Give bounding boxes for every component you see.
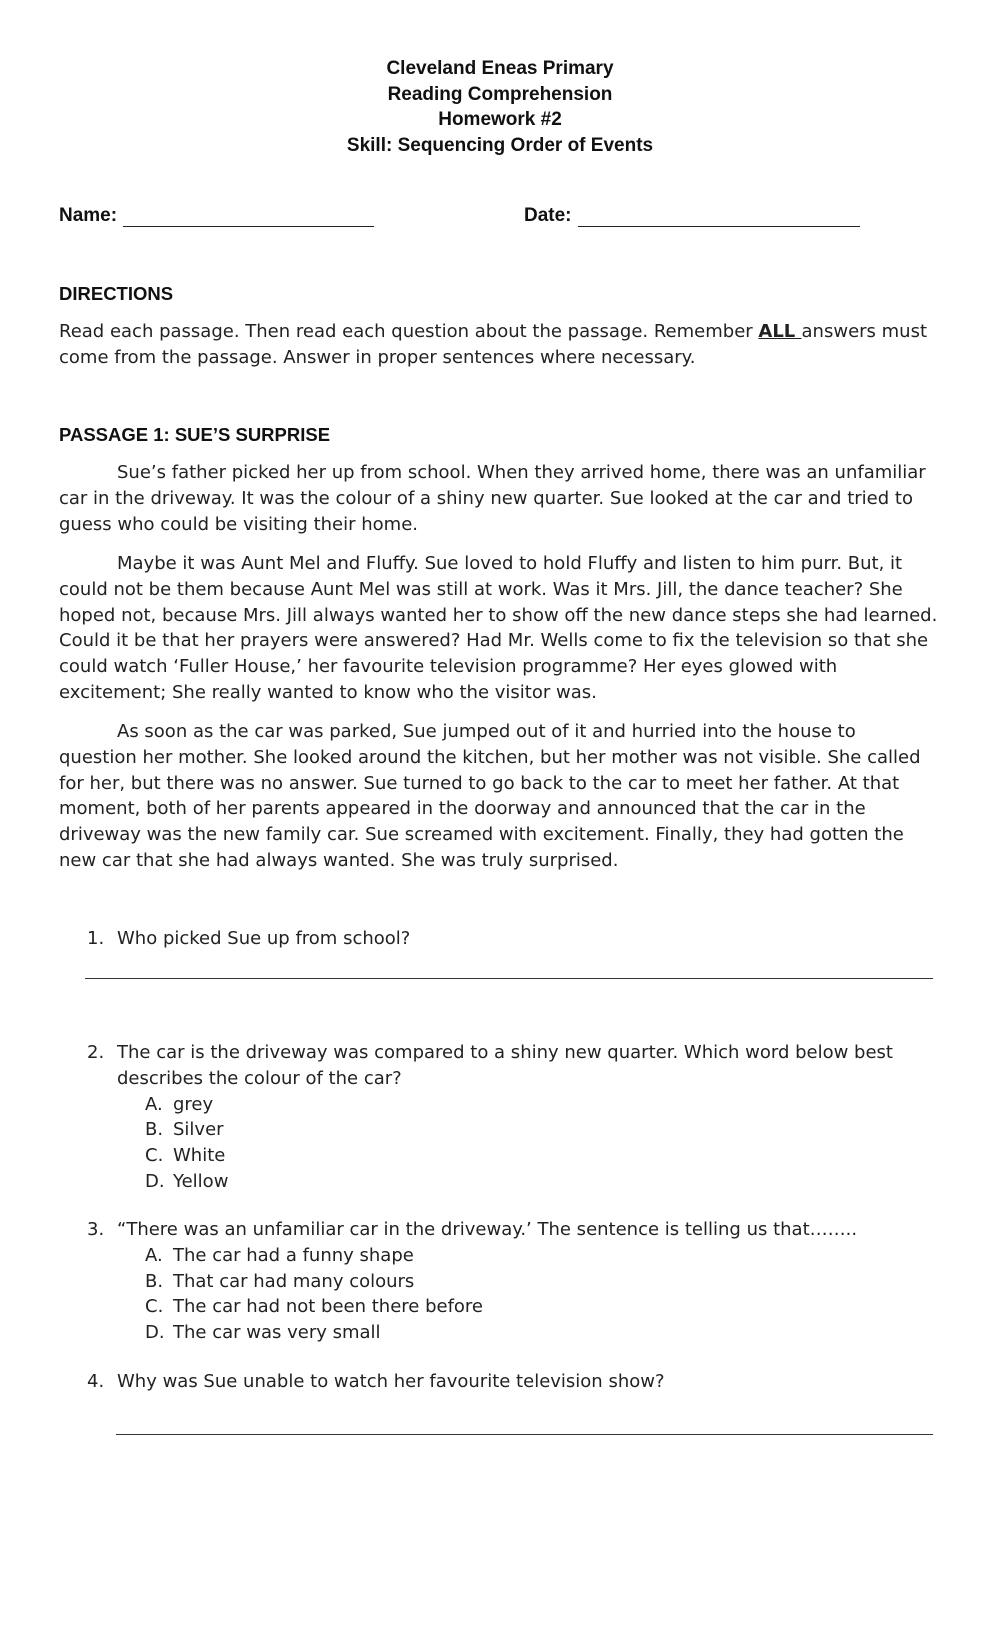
- name-label: Name:: [59, 205, 118, 226]
- question-1: [87, 926, 939, 952]
- option-c[interactable]: C. The car had not been there before: [145, 1296, 484, 1318]
- date-field: [524, 205, 860, 227]
- name-blank[interactable]: [123, 208, 374, 227]
- directions-text-before: Read each passage. Then read each question about the passage. Remember: [59, 321, 759, 342]
- answer-options: [87, 1092, 939, 1195]
- question-2: [87, 1040, 939, 1195]
- question-3: [87, 1217, 939, 1346]
- option-a[interactable]: A. grey: [145, 1093, 214, 1115]
- question-4: [87, 1369, 939, 1395]
- question-text: Why was Sue unable to watch her favourite television show?: [117, 1371, 665, 1392]
- passage-title: PASSAGE 1: SUE’S SURPRISE: [59, 424, 331, 445]
- name-field: [59, 205, 374, 227]
- directions-heading: DIRECTIONS: [59, 283, 174, 304]
- option-d[interactable]: D. The car was very small: [145, 1322, 381, 1344]
- option-d[interactable]: D. Yellow: [145, 1170, 229, 1192]
- option-b[interactable]: B. That car had many colours: [145, 1270, 415, 1292]
- option-a[interactable]: A. The car had a funny shape: [145, 1244, 414, 1266]
- directions-text: [59, 319, 939, 371]
- answer-line-1[interactable]: [85, 978, 933, 979]
- question-text: The car is the driveway was compared to a shiny new quarter. Which word below best describes the colour of the car?: [117, 1042, 893, 1089]
- question-number: 1.: [87, 928, 105, 949]
- passage-paragraph-1: Sue’s father picked her up from school. When they arrived home, there was an unfamiliar car in the driveway. It was the colour of a shiny new quarter. Sue looked at the car and tried to guess who could be visiting their home.: [59, 462, 926, 535]
- question-number: 4.: [87, 1371, 105, 1392]
- homework-number: Homework #2: [438, 109, 562, 130]
- date-blank[interactable]: [578, 208, 860, 227]
- directions-text-after: answers must come from the passage. Answer in proper sentences where necessary.: [59, 321, 928, 368]
- answer-line-4[interactable]: [116, 1434, 933, 1435]
- school-name: Cleveland Eneas Primary: [386, 58, 614, 79]
- answer-options: [87, 1243, 939, 1346]
- question-text: “There was an unfamiliar car in the driveway.’ The sentence is telling us that……..: [117, 1219, 858, 1240]
- option-b[interactable]: B. Silver: [145, 1119, 224, 1141]
- passage-paragraph-3: As soon as the car was parked, Sue jumped out of it and hurried into the house to question her mother. She looked around the kitchen, but her mother was not visible. She called for her, but there was no answer. Sue turned to go back to the car to meet her father. At that moment, both of her parents appeared in the doorway and announced that the car in the driveway was the new family car. Sue screamed with excitement. Finally, they had gotten the new car that she had always wanted. She was truly surprised.: [59, 721, 921, 871]
- skill-title: Skill: Sequencing Order of Events: [346, 134, 654, 156]
- option-c[interactable]: C. White: [145, 1145, 226, 1167]
- question-text: Who picked Sue up from school?: [117, 928, 411, 949]
- passage-paragraph-2: Maybe it was Aunt Mel and Fluffy. Sue loved to hold Fluffy and listen to him purr. But, it could not be them because Aunt Mel was still at work. Was it Mrs. Jill, the dance teacher? She hoped not, because Mrs. Jill always wanted her to show off the new dance steps she had learned. Could it be that her prayers were answered? Had Mr. Wells come to fix the television so that she could watch ‘Fuller House,’ her favourite television programme? Her eyes glowed with excitement; She really wanted to know who the visitor was.: [59, 553, 938, 703]
- worksheet-header: [0, 56, 1000, 158]
- question-number: 3.: [87, 1219, 105, 1240]
- question-number: 2.: [87, 1042, 105, 1063]
- date-label: Date:: [524, 205, 572, 226]
- directions-emphasis: ALL: [758, 321, 802, 342]
- subject-title: Reading Comprehension: [387, 83, 613, 105]
